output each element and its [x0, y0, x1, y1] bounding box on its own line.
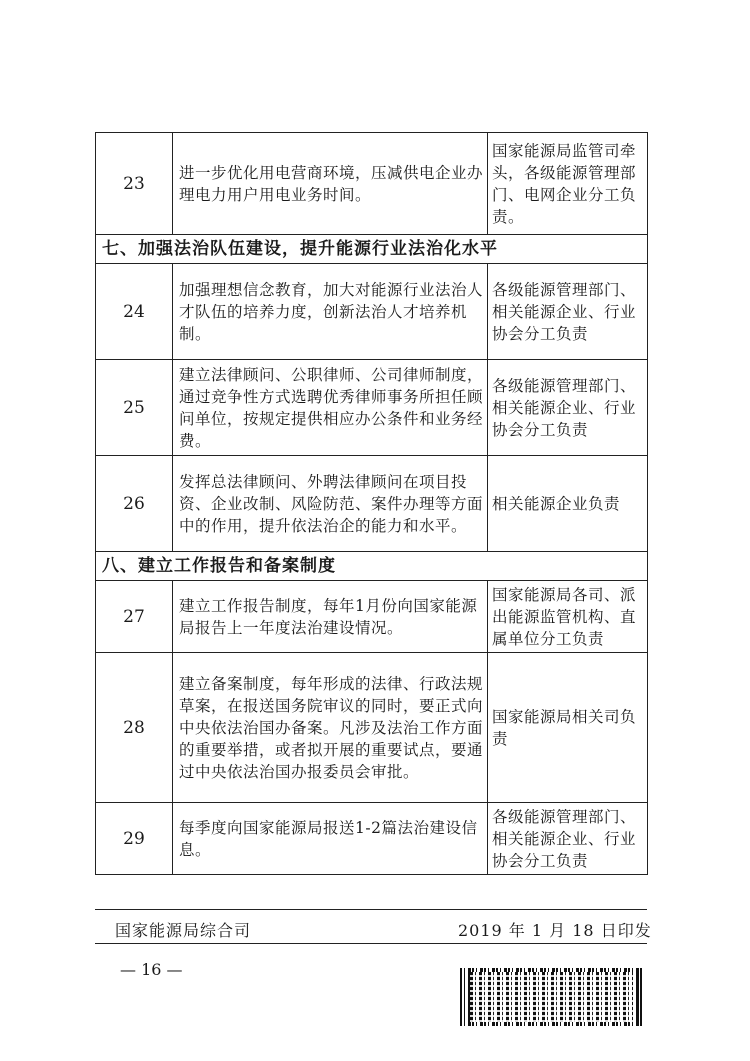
- row-number: 29: [96, 803, 173, 875]
- section-title: 七、加强法治队伍建设，提升能源行业法治化水平: [96, 235, 648, 264]
- section-header-row: [96, 235, 648, 264]
- task-description: 建立法律顾问、公职律师、公司律师制度，通过竞争性方式选聘优秀律师事务所担任顾问单位，按规定提供相应办公条件和业务经费。: [173, 360, 488, 456]
- table-row: [96, 653, 648, 803]
- task-description: 发挥总法律顾问、外聘法律顾问在项目投资、企业改制、风险防范、案件办理等方面中的作用，提升依法治企的能力和水平。: [173, 456, 488, 552]
- table-row: [96, 264, 648, 360]
- responsible-party: 国家能源局各司、派出能源监管机构、直属单位分工负责: [488, 581, 648, 653]
- task-description: 进一步优化用电营商环境，压减供电企业办理电力用户用电业务时间。: [173, 133, 488, 235]
- task-description: 加强理想信念教育，加大对能源行业法治人才队伍的培养力度，创新法治人才培养机制。: [173, 264, 488, 360]
- responsible-party: 各级能源管理部门、相关能源企业、行业协会分工负责: [488, 264, 648, 360]
- row-number: 26: [96, 456, 173, 552]
- task-description: 建立备案制度，每年形成的法律、行政法规草案，在报送国务院审议的同时，要正式向中央依法治国办备案。凡涉及法治工作方面的重要举措，或者拟开展的重要试点，要通过中央依法治国办报委员会审批。: [173, 653, 488, 803]
- table-row: [96, 803, 648, 875]
- row-number: 23: [96, 133, 173, 235]
- footer-bottom-rule: [95, 943, 647, 944]
- row-number: 28: [96, 653, 173, 803]
- section-header-row: [96, 552, 648, 581]
- row-number: 24: [96, 264, 173, 360]
- section-title: 八、建立工作报告和备案制度: [96, 552, 648, 581]
- footer-top-rule: [95, 909, 647, 910]
- table-row: [96, 133, 648, 235]
- responsible-party: 各级能源管理部门、相关能源企业、行业协会分工负责: [488, 803, 648, 875]
- responsible-party: 国家能源局监管司牵头，各级能源管理部门、电网企业分工负责。: [488, 133, 648, 235]
- row-number: 25: [96, 360, 173, 456]
- table-row: [96, 456, 648, 552]
- responsible-party: 国家能源局相关司负责: [488, 653, 648, 803]
- table-row: [96, 360, 648, 456]
- policy-task-table: [95, 132, 648, 875]
- issue-date: 2019 年 1 月 18 日印发: [458, 921, 652, 940]
- task-description: 建立工作报告制度，每年1月份向国家能源局报告上一年度法治建设情况。: [173, 581, 488, 653]
- task-description: 每季度向国家能源局报送1-2篇法治建设信息。: [173, 803, 488, 875]
- responsible-party: 各级能源管理部门、相关能源企业、行业协会分工负责: [488, 360, 648, 456]
- barcode-icon: [460, 968, 643, 1026]
- issuing-office: 国家能源局综合司: [115, 921, 252, 940]
- table-row: [96, 581, 648, 653]
- responsible-party: 相关能源企业负责: [488, 456, 648, 552]
- row-number: 27: [96, 581, 173, 653]
- page-number: — 16 —: [120, 960, 183, 979]
